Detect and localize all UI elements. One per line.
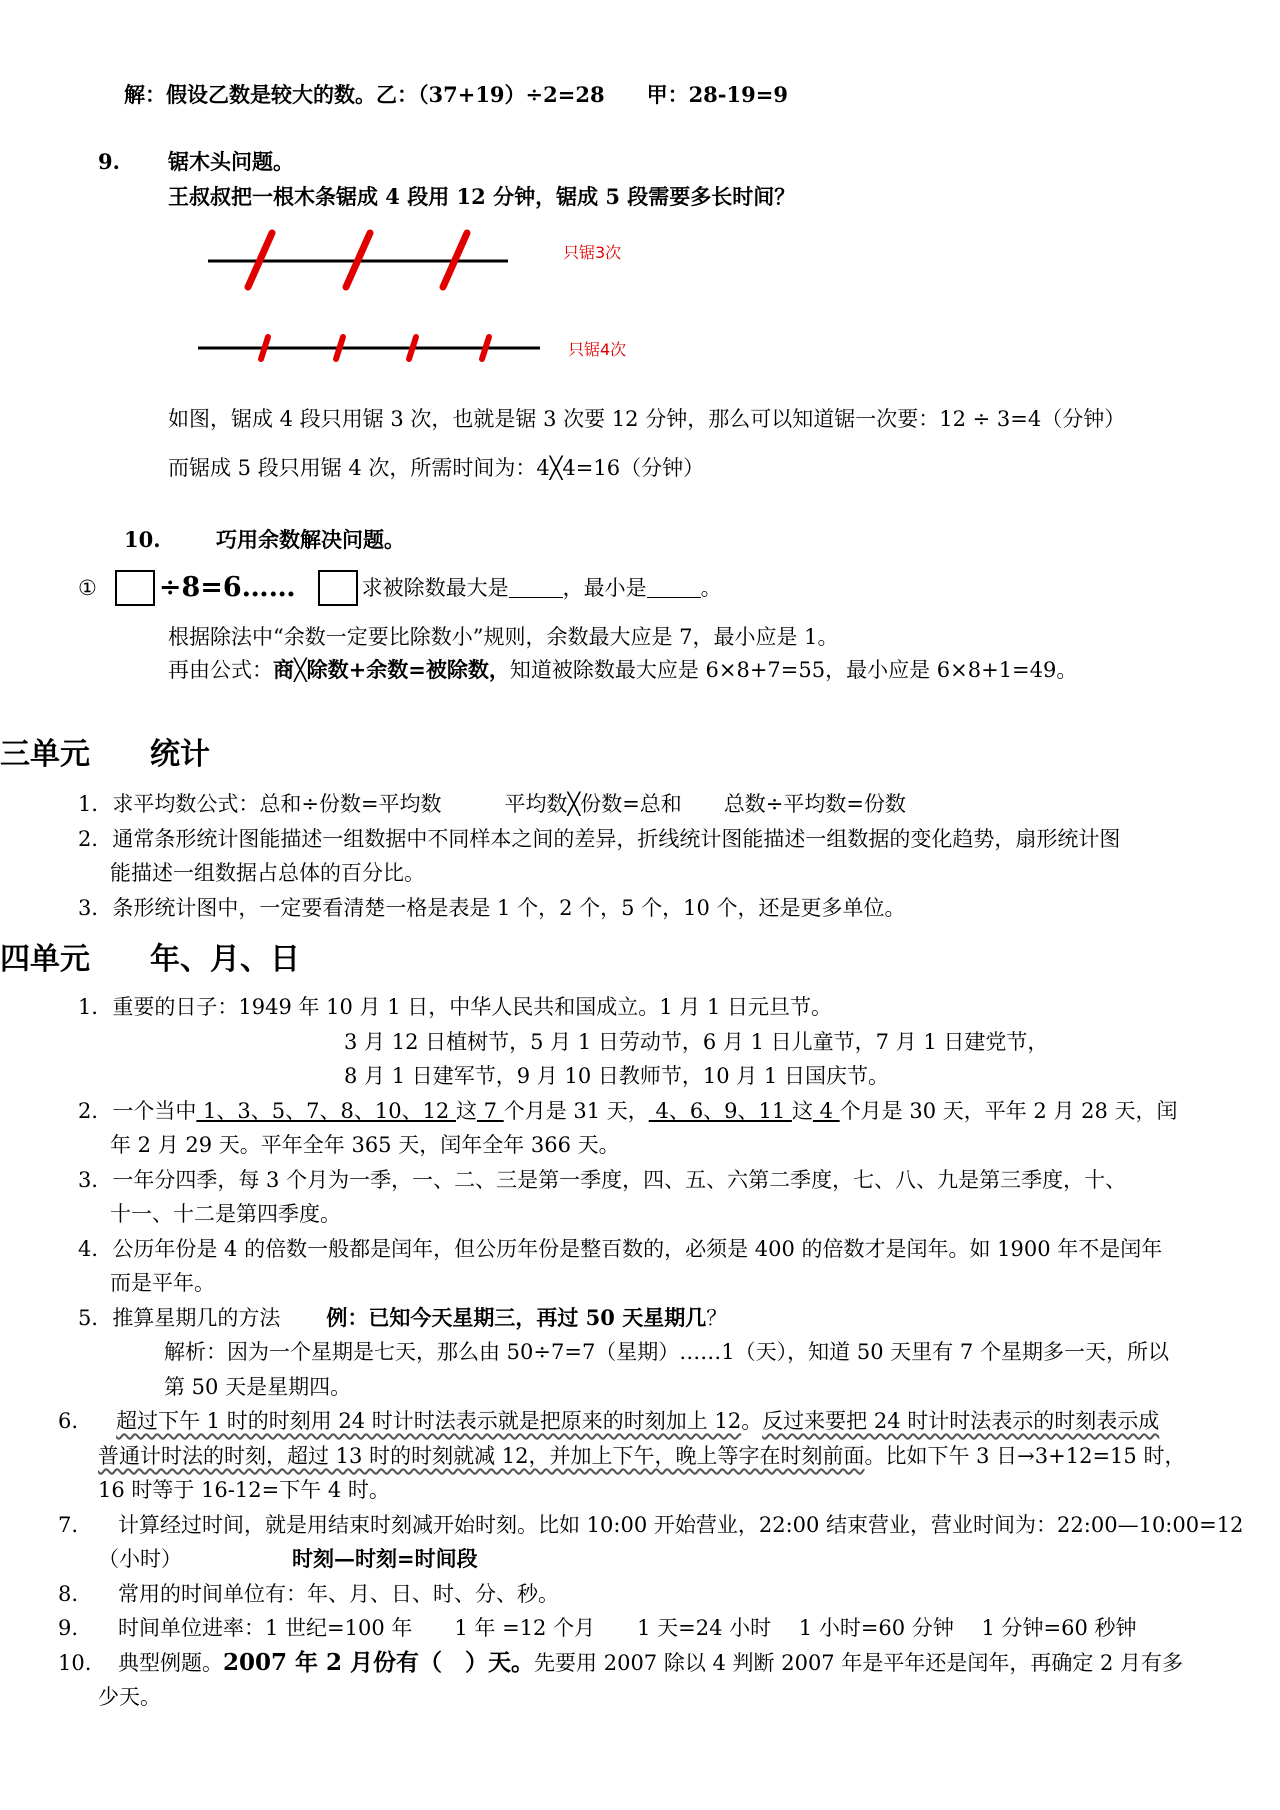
q10-title: 巧用余数解决问题。 <box>216 527 405 552</box>
unit4-item-1-c: 8 月 1 日建军节，9 月 10 日教师节，10 月 1 日国庆节。 <box>344 1064 889 1088</box>
unit4-item-10-number: 10. <box>58 1651 92 1675</box>
unit4-item-6-c: 16 时等于 16-12=下午 4 时。 <box>98 1478 390 1502</box>
label-4-cuts: 只锯4次 <box>568 340 627 359</box>
top-solution: 解：假设乙数是较大的数。乙：（37+19）÷2=28 甲：28-19=9 <box>124 82 788 107</box>
circle-number: ① <box>78 576 97 600</box>
unit4-item-6-b: 普通计时法的时刻，超过 13 时的时刻就减 12，并加上下午，晚上等字在时刻前面。比如下午 3 日→3+12=15 时， <box>98 1444 1186 1468</box>
unit4-heading: 四单元 年、月、日 <box>0 942 300 977</box>
max-blank <box>509 579 563 598</box>
q9-explain-2: 而锯成 5 段只用锯 4 次，所需时间为：4╳4=16（分钟） <box>168 456 705 480</box>
unit4-item-5-b: 解析：因为一个星期是七天，那么由 50÷7=7（星期）……1（天），知道 50 天里有 7 个星期多一天，所以 <box>164 1340 1169 1364</box>
q10-problem-row <box>78 570 722 606</box>
unit3-item-3: 3．条形统计图中，一定要看清楚一格是表是 1 个，2 个，5 个，10 个，还是更多单位。 <box>78 896 906 920</box>
unit4-item-6-number: 6. <box>58 1409 79 1433</box>
q10-number: 10. <box>124 527 161 552</box>
division-formula: ÷8=6…… <box>158 572 296 603</box>
unit4-item-5: 5．推算星期几的方法 例：已知今天星期三，再过 50 天星期几？ <box>78 1305 728 1330</box>
ask-min: ，最小是 <box>562 576 647 600</box>
q10-explain-2: 再由公式：商╳除数+余数=被除数，知道被除数最大应是 6×8+7=55，最小应是 6×8+1=49。 <box>168 657 1078 682</box>
unit4-item-1: 1．重要的日子：1949 年 10 月 1 日，中华人民共和国成立。1 月 1 日元旦节。 <box>78 995 833 1019</box>
saw-mark <box>336 337 343 359</box>
unit3-item-2-cont: 能描述一组数据占总体的百分比。 <box>110 861 425 885</box>
unit3-item-2: 2．通常条形统计图能描述一组数据中不同样本之间的差异，折线统计图能描述一组数据的变化趋势，扇形统计图 <box>78 827 1121 851</box>
unit4-item-7-number: 7. <box>58 1513 79 1537</box>
q9-question: 王叔叔把一根木条锯成 4 段用 12 分钟，锯成 5 段需要多长时间？ <box>168 184 796 209</box>
unit4-item-3-b: 十一、十二是第四季度。 <box>110 1202 341 1226</box>
saw-mark <box>409 337 416 359</box>
q10-explain-1: 根据除法中“余数一定要比除数小”规则，余数最大应是 7，最小应是 1。 <box>168 625 839 649</box>
q9-title: 锯木头问题。 <box>168 149 294 174</box>
unit4-item-10-b: 少天。 <box>98 1685 161 1709</box>
unit4-item-8: 常用的时间单位有：年、月、日、时、分、秒。 <box>118 1582 559 1606</box>
unit4-item-7-b: （小时） 时刻—时刻=时间段 <box>98 1546 478 1571</box>
unit4-item-6: 超过下午 1 时的时刻用 24 时计时法表示就是把原来的时刻加上 12。反过来要把 24 时计时法表示的时刻表示成 <box>116 1409 1160 1433</box>
ask-end: 。 <box>700 576 722 600</box>
unit4-item-2: 2．一个当中 1、3、5、7、8、10、12 这 7 个月是 31 天， 4、6、9、11 这 4 个月是 30 天，平年 2 月 28 天，闰 <box>78 1099 1178 1123</box>
unit4-item-7: 计算经过时间，就是用结束时刻减开始时刻。比如 10:00 开始营业，22:00 结束营业，营业时间为：22:00—10:00=12 <box>118 1513 1244 1537</box>
q9-number: 9. <box>98 149 120 174</box>
unit3-item-1: 1．求平均数公式：总和÷份数=平均数 平均数╳份数=总和 总数÷平均数=份数 <box>78 792 906 816</box>
unit4-item-3: 3．一年分四季，每 3 个月为一季，一、二、三是第一季度，四、五、六第二季度，七、八、九是第三季度，十、 <box>78 1168 1127 1192</box>
unit4-item-4-b: 而是平年。 <box>110 1271 215 1295</box>
unit4-item-1-b: 3 月 12 日植树节，5 月 1 日劳动节，6 月 1 日儿童节，7 月 1 日建党节， <box>344 1030 1049 1054</box>
unit4-item-8-number: 8. <box>58 1582 79 1606</box>
saw-mark <box>482 337 489 359</box>
saw-diagram <box>190 225 710 375</box>
unit4-item-10: 典型例题。2007 年 2 月份有（ ）天。先要用 2007 除以 4 判断 2007 年是平年还是闰年，再确定 2 月有多 <box>118 1649 1184 1676</box>
ask-max: 求被除数最大是 <box>361 576 509 600</box>
q9-explain-1: 如图，锯成 4 段只用锯 3 次，也就是锯 3 次要 12 分钟，那么可以知道锯一次要：12 ÷ 3=4（分钟） <box>168 407 1126 431</box>
unit4-item-9-number: 9. <box>58 1616 79 1640</box>
min-blank <box>647 579 701 598</box>
label-3-cuts: 只锯3次 <box>563 243 622 262</box>
unit3-heading: 三单元 统计 <box>0 737 210 772</box>
dividend-box <box>115 570 155 606</box>
unit4-item-5-c: 第 50 天是星期四。 <box>164 1375 352 1399</box>
saw-mark <box>261 337 268 359</box>
remainder-box <box>318 570 358 606</box>
unit4-item-2-b: 年 2 月 29 天。平年全年 365 天，闰年全年 366 天。 <box>110 1133 620 1157</box>
unit4-item-9: 时间单位进率：1 世纪=100 年 1 年 =12 个月 1 天=24 小时 1 小时=60 分钟 1 分钟=60 秒钟 <box>118 1616 1137 1640</box>
unit4-item-4: 4．公历年份是 4 的倍数一般都是闰年，但公历年份是整百数的，必须是 400 的倍数才是闰年。如 1900 年不是闰年 <box>78 1237 1163 1261</box>
